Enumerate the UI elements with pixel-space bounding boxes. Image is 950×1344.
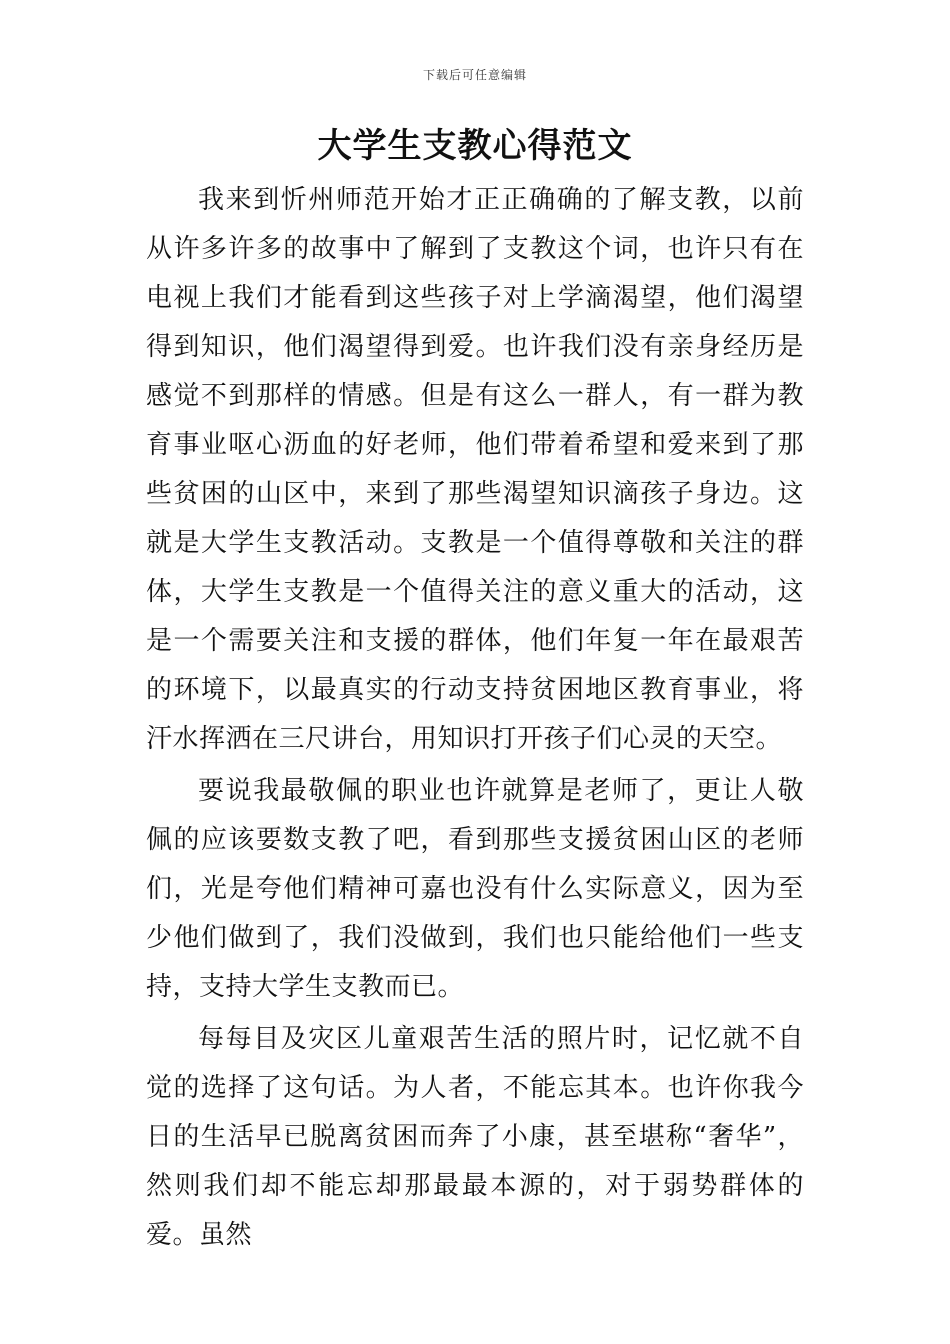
document-title: 大学生支教心得范文 bbox=[317, 126, 633, 166]
paragraph-3: 每每目及灾区儿童艰苦生活的照片时，记忆就不自觉的选择了这句话。为人者，不能忘其本。也许你我今日的生活早已脱离贫困而奔了小康，甚至堪称“奢华”，然则我们却不能忘却那最最本源的，对于弱势群体的爱。虽然 bbox=[146, 1024, 804, 1250]
paragraph-2: 要说我最敬佩的职业也许就算是老师了，更让人敬佩的应该要数支教了吧，看到那些支援贫困山区的老师们，光是夸他们精神可嘉也没有什么实际意义，因为至少他们做到了，我们没做到，我们也只能给他们一些支持，支持大学生支教而已。 bbox=[146, 776, 804, 1002]
header-note: 下载后可任意编辑 bbox=[422, 68, 527, 82]
paragraph-1: 我来到忻州师范开始才正正确确的了解支教，以前从许多许多的故事中了解到了支教这个词，也许只有在电视上我们才能看到这些孩子对上学滴渴望，他们渴望得到知识，他们渴望得到爱。也许我们没有亲身经历是感觉不到那样的情感。但是有这么一群人，有一群为教育事业呕心沥血的好老师，他们带着希望和爱来到了那些贫困的山区中，来到了那些渴望知识滴孩子身边。这就是大学生支教活动。支教是一个值得尊敬和关注的群体，大学生支教是一个值得关注的意义重大的活动，这是一个需要关注和支援的群体，他们年复一年在最艰苦的环境下，以最真实的行动支持贫困地区教育事业，将汗水挥洒在三尺讲台，用知识打开孩子们心灵的天空。 bbox=[146, 185, 804, 754]
document-body bbox=[146, 176, 804, 1260]
